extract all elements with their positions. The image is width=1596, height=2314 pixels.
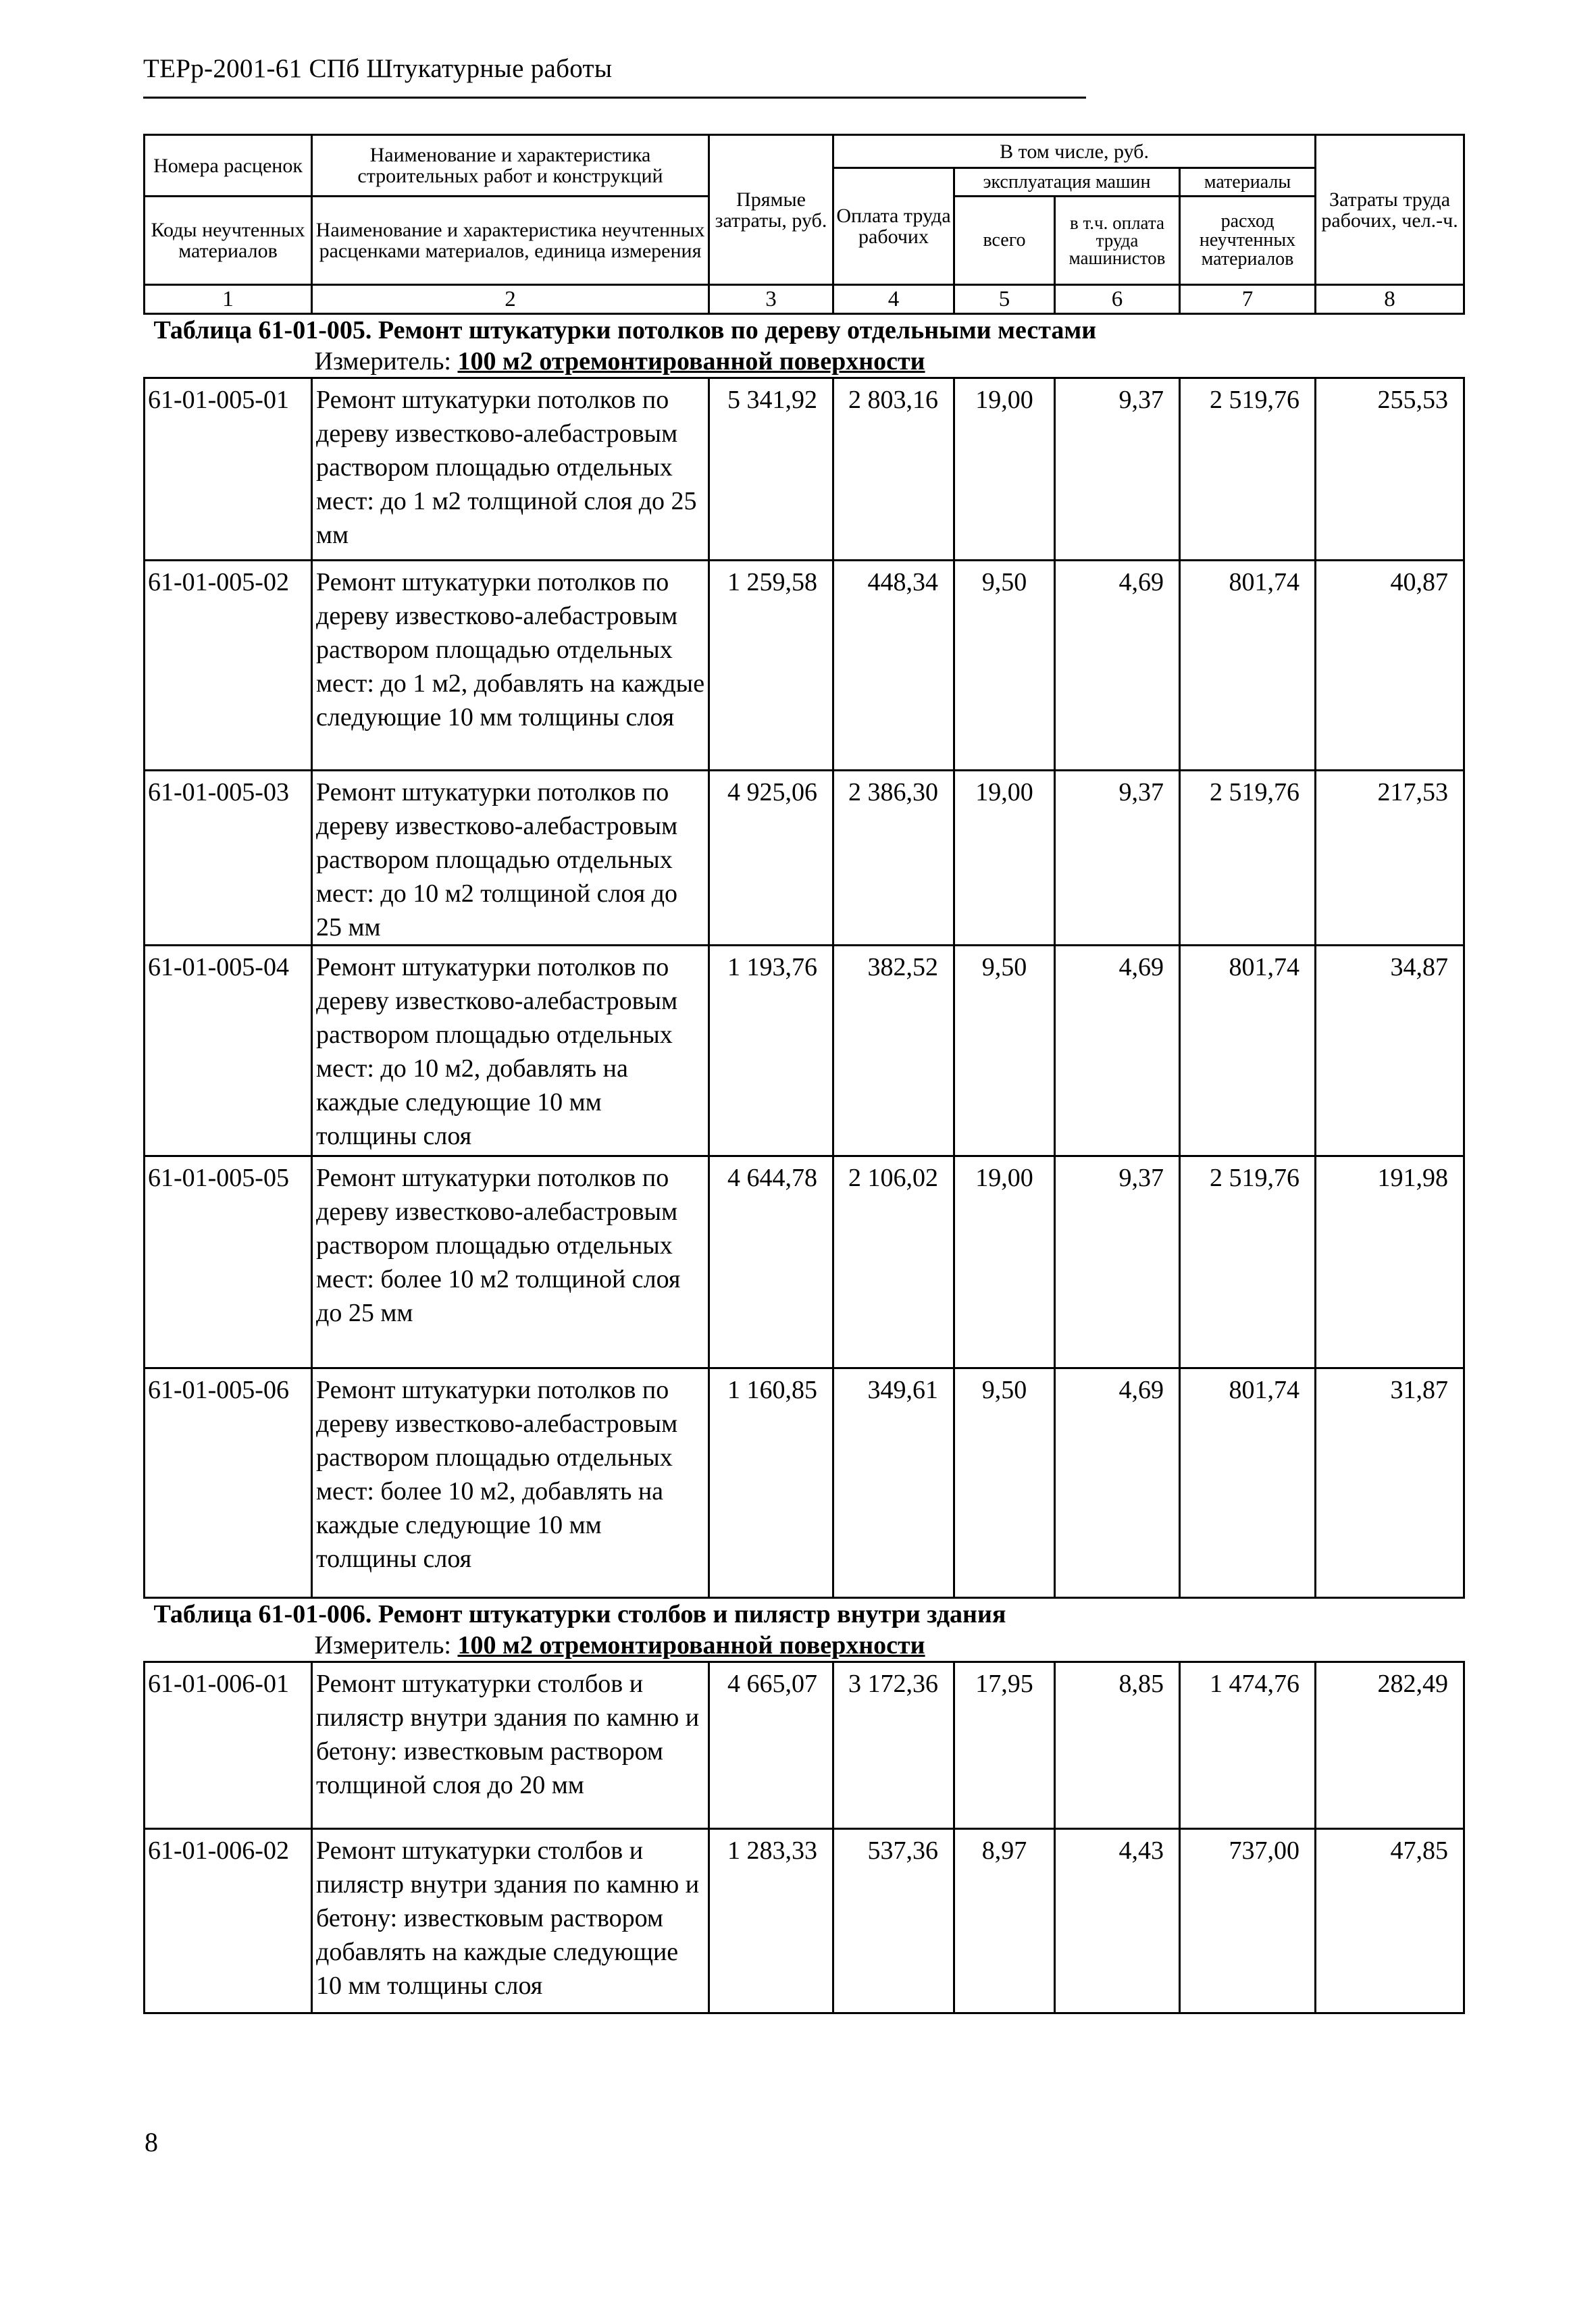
rate-description: Ремонт штукатурки потолков по дереву известково-алебастровым раствором площадью отдельных мест: более 10 м2 толщиной слоя до 25 мм <box>312 1156 709 1368</box>
machines-total: 9,50 <box>954 1368 1055 1598</box>
labor-pay: 3 172,36 <box>833 1662 954 1829</box>
column-number: 4 <box>833 285 954 314</box>
rate-description: Ремонт штукатурки потолков по дереву известково-алебастровым раствором площадью отдельных мест: до 10 м2, добавлять на каждые следующие 10 мм толщины слоя <box>312 946 709 1156</box>
rate-description: Ремонт штукатурки потолков по дереву известково-алебастровым раствором площадью отдельных мест: более 10 м2, добавлять на каждые следующие 10 мм толщины слоя <box>312 1368 709 1598</box>
labor-pay: 448,34 <box>833 561 954 771</box>
labor-pay: 2 803,16 <box>833 378 954 561</box>
labor-hours: 191,98 <box>1316 1156 1464 1368</box>
machines-total: 8,97 <box>954 1829 1055 2013</box>
header-group-label: В том числе, руб. <box>833 135 1316 168</box>
header-materials-name: Наименование и характеристика неучтенных расценками материалов, единица измерения <box>312 197 709 285</box>
rate-description: Ремонт штукатурки потолков по дереву известково-алебастровым раствором площадью отдельных мест: до 1 м2 толщиной слоя до 25 мм <box>312 378 709 561</box>
rates-table <box>143 134 1465 2014</box>
labor-hours: 255,53 <box>1316 378 1464 561</box>
table-row <box>145 1662 1464 1829</box>
rate-code: 61-01-006-01 <box>145 1662 312 1829</box>
machines-total: 19,00 <box>954 378 1055 561</box>
direct-costs: 4 925,06 <box>709 771 833 946</box>
table-row <box>145 946 1464 1156</box>
header-labor-pay: Оплата труда рабочих <box>833 168 954 285</box>
table-measurement-unit <box>145 346 1464 377</box>
materials-cost: 737,00 <box>1180 1829 1316 2013</box>
direct-costs: 4 665,07 <box>709 1662 833 1829</box>
machines-total: 9,50 <box>954 946 1055 1156</box>
machinists-pay: 8,85 <box>1055 1662 1180 1829</box>
measurement-value: 100 м2 отремонтированной поверхности <box>457 1631 925 1660</box>
table-row <box>145 1829 1464 2013</box>
column-number: 5 <box>954 285 1055 314</box>
header-machinists-pay: в т.ч. оплата труда машинистов <box>1055 197 1180 285</box>
rate-description: Ремонт штукатурки столбов и пилястр внутри здания по камню и бетону: известковым раствором толщиной слоя до 20 мм <box>312 1662 709 1829</box>
column-number: 1 <box>145 285 312 314</box>
header-machines-total: всего <box>954 197 1055 285</box>
table-title: Таблица 61-01-005. Ремонт штукатурки потолков по дереву отдельными местами <box>153 316 1097 344</box>
labor-pay: 2 106,02 <box>833 1156 954 1368</box>
machines-total: 19,00 <box>954 771 1055 946</box>
header-row-1 <box>145 135 1464 168</box>
header-materials-label: материалы <box>1180 168 1316 197</box>
table-caption <box>145 1598 1464 1662</box>
labor-hours: 282,49 <box>1316 1662 1464 1829</box>
direct-costs: 4 644,78 <box>709 1156 833 1368</box>
rate-code: 61-01-005-02 <box>145 561 312 771</box>
measurement-value: 100 м2 отремонтированной поверхности <box>457 347 925 376</box>
table-row <box>145 1368 1464 1598</box>
labor-hours: 47,85 <box>1316 1829 1464 2013</box>
labor-pay: 2 386,30 <box>833 771 954 946</box>
labor-pay: 537,36 <box>833 1829 954 2013</box>
table-row <box>145 1156 1464 1368</box>
table-caption-row <box>145 1598 1464 1662</box>
machinists-pay: 4,69 <box>1055 561 1180 771</box>
direct-costs: 1 283,33 <box>709 1829 833 2013</box>
labor-pay: 382,52 <box>833 946 954 1156</box>
column-number: 8 <box>1316 285 1464 314</box>
machinists-pay: 4,69 <box>1055 1368 1180 1598</box>
header-labor-hours: Затраты труда рабочих, чел.-ч. <box>1316 135 1464 285</box>
direct-costs: 1 160,85 <box>709 1368 833 1598</box>
column-number: 6 <box>1055 285 1180 314</box>
rate-description: Ремонт штукатурки столбов и пилястр внутри здания по камню и бетону: известковым раствором добавлять на каждые следующие 10 мм толщины слоя <box>312 1829 709 2013</box>
machinists-pay: 9,37 <box>1055 1156 1180 1368</box>
rate-description: Ремонт штукатурки потолков по дереву известково-алебастровым раствором площадью отдельных мест: до 1 м2, добавлять на каждые следующие 10 мм толщины слоя <box>312 561 709 771</box>
materials-cost: 2 519,76 <box>1180 378 1316 561</box>
labor-hours: 31,87 <box>1316 1368 1464 1598</box>
column-number: 2 <box>312 285 709 314</box>
machinists-pay: 9,37 <box>1055 378 1180 561</box>
table-caption-row <box>145 314 1464 378</box>
materials-cost: 2 519,76 <box>1180 1156 1316 1368</box>
rate-code: 61-01-006-02 <box>145 1829 312 2013</box>
labor-hours: 217,53 <box>1316 771 1464 946</box>
table-title: Таблица 61-01-006. Ремонт штукатурки столбов и пилястр внутри здания <box>153 1600 1006 1628</box>
rate-code: 61-01-005-01 <box>145 378 312 561</box>
table-measurement-unit <box>145 1630 1464 1661</box>
machinists-pay: 4,69 <box>1055 946 1180 1156</box>
rate-code: 61-01-005-05 <box>145 1156 312 1368</box>
machinists-pay: 9,37 <box>1055 771 1180 946</box>
materials-cost: 1 474,76 <box>1180 1662 1316 1829</box>
column-number: 3 <box>709 285 833 314</box>
rate-code: 61-01-005-04 <box>145 946 312 1156</box>
header-codes: Коды неучтенных материалов <box>145 197 312 285</box>
direct-costs: 5 341,92 <box>709 378 833 561</box>
page-number: 8 <box>145 2127 158 2157</box>
page-header: ТЕРр-2001-61 СПб Штукатурные работы <box>143 54 613 83</box>
table-row <box>145 771 1464 946</box>
direct-costs: 1 193,76 <box>709 946 833 1156</box>
rate-code: 61-01-005-06 <box>145 1368 312 1598</box>
materials-cost: 801,74 <box>1180 561 1316 771</box>
header-rate-numbers: Номера расценок <box>145 135 312 197</box>
rate-description: Ремонт штукатурки потолков по дереву известково-алебастровым раствором площадью отдельных мест: до 10 м2 толщиной слоя до 25 мм <box>312 771 709 946</box>
table-row <box>145 378 1464 561</box>
materials-cost: 801,74 <box>1180 946 1316 1156</box>
table-row <box>145 561 1464 771</box>
header-rule <box>143 97 1086 99</box>
machines-total: 9,50 <box>954 561 1055 771</box>
machinists-pay: 4,43 <box>1055 1829 1180 2013</box>
measurement-prefix: Измеритель: <box>314 1631 458 1660</box>
measurement-prefix: Измеритель: <box>314 347 458 376</box>
machines-total: 19,00 <box>954 1156 1055 1368</box>
labor-pay: 349,61 <box>833 1368 954 1598</box>
column-number: 7 <box>1180 285 1316 314</box>
labor-hours: 34,87 <box>1316 946 1464 1156</box>
header-machines-label: эксплуатация машин <box>954 168 1180 197</box>
header-work-name: Наименование и характеристика строительных работ и конструкций <box>312 135 709 197</box>
materials-cost: 2 519,76 <box>1180 771 1316 946</box>
header-direct-costs: Прямые затраты, руб. <box>709 135 833 285</box>
table-caption <box>145 314 1464 378</box>
direct-costs: 1 259,58 <box>709 561 833 771</box>
rate-code: 61-01-005-03 <box>145 771 312 946</box>
materials-cost: 801,74 <box>1180 1368 1316 1598</box>
machines-total: 17,95 <box>954 1662 1055 1829</box>
header-materials-consumption: расход неучтенных материалов <box>1180 197 1316 285</box>
labor-hours: 40,87 <box>1316 561 1464 771</box>
column-numbers-row <box>145 285 1464 314</box>
